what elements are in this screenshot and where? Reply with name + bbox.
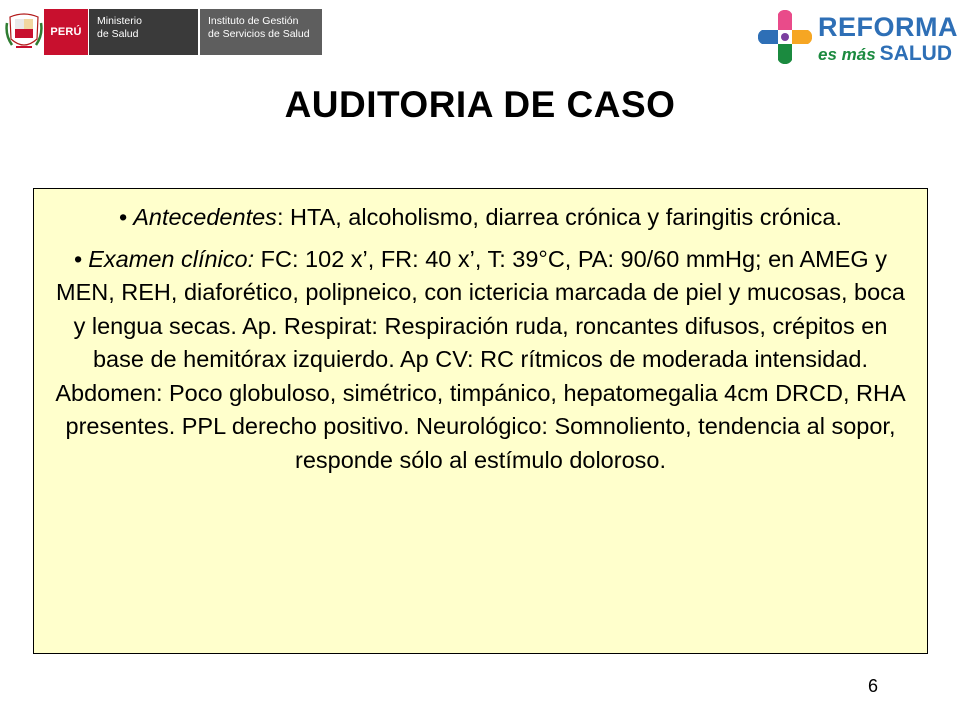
peru-seal-icon [4,9,44,55]
antecedentes-text: : HTA, alcoholismo, diarrea crónica y faringitis crónica. [276,204,843,230]
ministry-block [88,9,198,55]
reforma-subtitle [818,42,952,66]
institute-line-1: Instituto de Gestión [208,15,299,27]
peru-label-block [44,9,88,55]
ministry-line-1: Ministerio [97,15,142,27]
institute-line-2: de Servicios de Salud [208,28,310,40]
examen-label: Examen clínico: [88,245,255,272]
ministry-line-2: de Salud [97,28,139,40]
gov-logo [4,9,322,55]
bullet-antecedentes [50,201,911,235]
slide-title: AUDITORIA DE CASO [284,84,676,125]
page-number: 6 [868,676,879,696]
institute-block [198,9,322,55]
bullet-dot-icon: • [74,245,83,272]
examen-text: FC: 102 x’, FR: 40 x’, T: 39°C, PA: 90/60 mmHg; en AMEG y MEN, REH, diaforético, polipneico, con ictericia marcada de piel y mucosas, boca y lengua secas. Ap. Respirat: Respiración ruda, roncantes difusos, crépitos en base de hemitórax izquierdo. Ap CV: RC rítmicos de moderada intensidad. Abdomen: Poco globuloso, simétrico, timpánico, hepatomegalia 4cm DRCD, RHA presentes. PPL derecho positivo. Neurológico: Somnoliento, tendencia al sopor, responde sólo al estímulo doloroso. [55,245,906,473]
country-label: PERÚ [50,26,82,38]
antecedentes-label: Antecedentes [133,204,277,230]
reforma-title: REFORMA [818,12,958,42]
bullet-examen [50,243,911,478]
reforma-logo [756,8,958,66]
reforma-subtitle-word: SALUD [879,42,953,65]
bullet-dot-icon: • [118,204,128,230]
content-box [33,188,928,654]
reforma-cross-icon [758,10,812,64]
reforma-subtitle-prefix: es más [818,45,876,64]
